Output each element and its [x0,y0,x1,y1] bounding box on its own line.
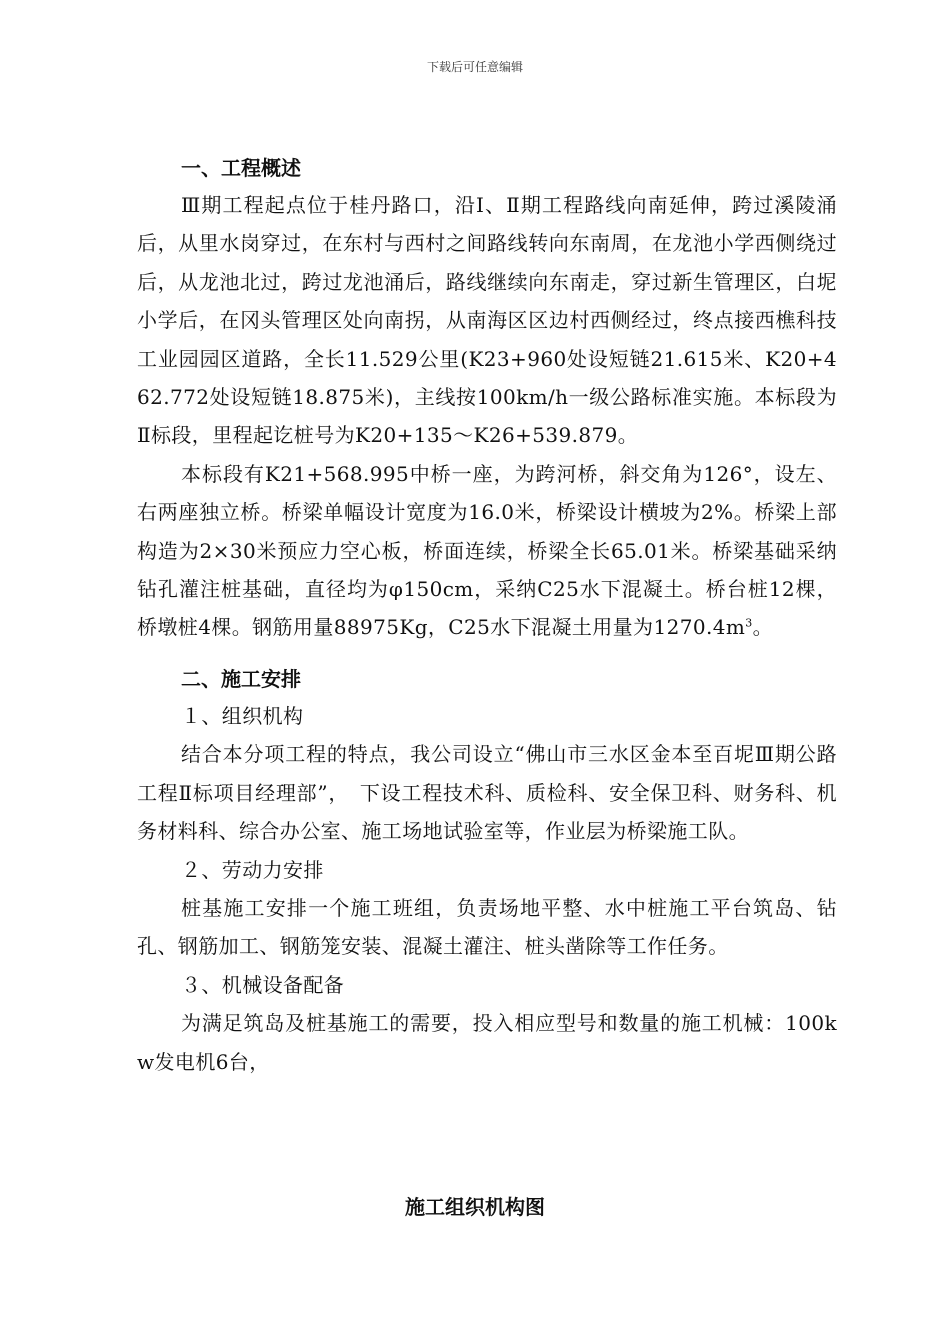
subsection-2-heading: ２、劳动力安排 [181,857,324,882]
subsection-3-heading: ３、机械设备配备 [181,972,345,997]
section-1-heading: 一、工程概述 [181,156,301,180]
subsection-2-paragraph: 桩基施工安排一个施工班组，负责场地平整、水中桩施工平台筑岛、钻孔、钢筋加工、钢筋笼安装、混凝土灌注、桩头凿除等工作任务。 [137,895,837,959]
section-1-paragraph-2-end: 。 [752,615,774,640]
subsection-1-paragraph: 结合本分项工程的特点，我公司设立“佛山市三水区金本至百坭Ⅲ期公路工程Ⅱ标项目经理部”， 下设工程技术科、质检科、安全保卫科、财务科、机务材料科、综合办公室、施工场地试验室等，作业层为桥梁施工队。 [137,742,837,844]
section-2-heading: 二、施工安排 [181,666,301,691]
page-header-note: 下载后可任意编辑 [426,60,523,74]
figure-title: 施工组织机构图 [405,1195,545,1219]
subsection-1-heading: １、组织机构 [181,703,304,728]
cubic-superscript: 3 [745,616,753,630]
subsection-3-paragraph: 为满足筑岛及桩基施工的需要，投入相应型号和数量的施工机械：100kw发电机6台， [137,1011,837,1074]
document-body [137,150,837,1081]
section-1-paragraph-2 [137,455,837,647]
section-1-paragraph-1: Ⅲ期工程起点位于桂丹路口，沿Ⅰ、Ⅱ期工程路线向南延伸，跨过溪陵涌后，从里水岗穿过，在东村与西村之间路线转向东南周，在龙池小学西侧绕过后，从龙池北过，跨过龙池涌后，路线继续向东南走，穿过新生管理区，白坭小学后，在冈头管理区处向南拐，从南海区区边村西侧经过，终点接西樵科技工业园园区道路，全长11.529公里(K23+960处设短链21.615米、K20+462.772处设短链18.875米)，主线按100km/h一级公路标准实施。本标段为Ⅱ标段，里程起讫桩号为K20+135～K26+539.879。 [137,193,837,448]
section-1-paragraph-2-text: 本标段有K21+568.995中桥一座，为跨河桥，斜交角为126°，设左、右两座独立桥。桥梁单幅设计宽度为16.0米，桥梁设计横坡为2%。桥梁上部构造为2×30米预应力空心板，桥面连续，桥梁全长65.01米。桥梁基础采纳钻孔灌注桩基础，直径均为φ150cm，采纳C25水下混凝土。桥台桩12棵，桥墩桩4棵。钢筋用量88975Kg，C25水下混凝土用量为1270.4m [137,461,837,640]
